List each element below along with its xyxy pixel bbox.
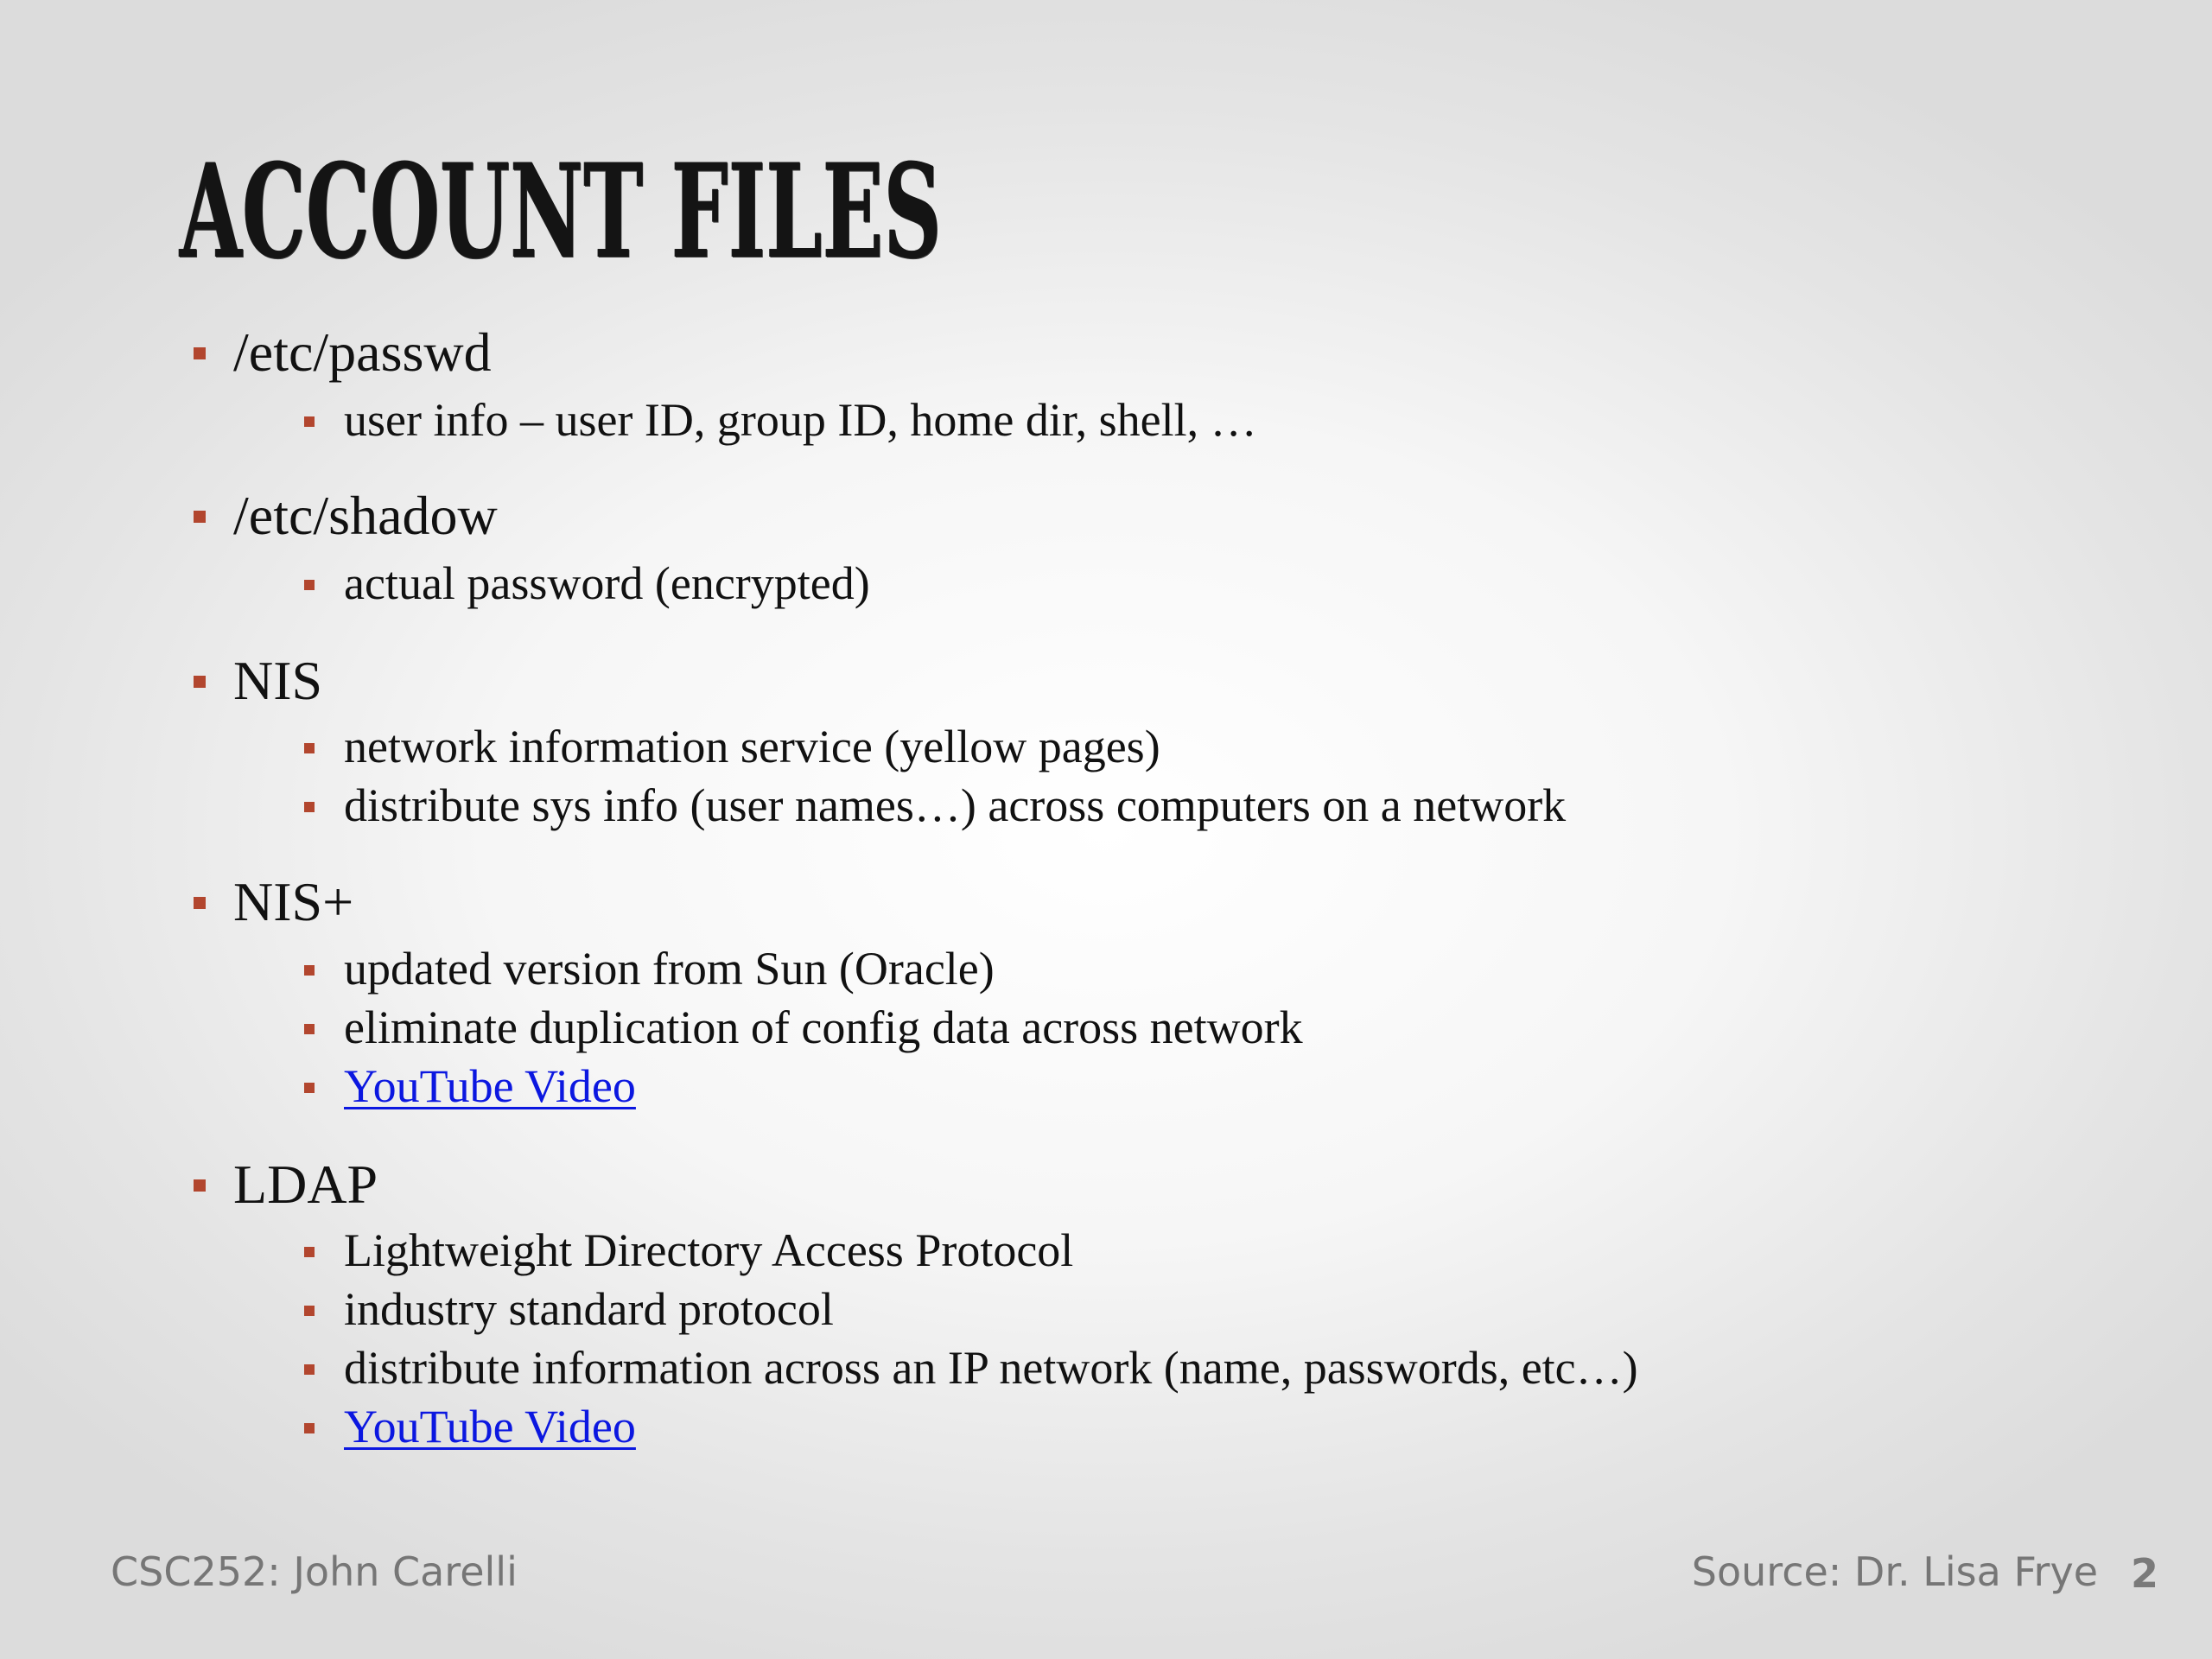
sub-bullet-square-icon (304, 743, 315, 753)
sub-bullet-item (344, 1001, 1303, 1053)
bullet-heading: /etc/shadow (233, 485, 498, 546)
sub-bullet-square-icon (304, 580, 315, 590)
sub-bullet-item (344, 1283, 834, 1335)
footer-source: Source: Dr. Lisa Frye (1691, 1548, 2098, 1595)
sub-bullet-item (344, 1060, 636, 1112)
sub-bullet-item (344, 1403, 636, 1450)
sub-bullet-square-icon (304, 965, 315, 976)
bullet-square-icon (194, 511, 206, 523)
slide-title: ACCOUNT FILES (180, 136, 942, 288)
sub-bullet-text: actual password (encrypted) (344, 557, 870, 609)
bullet-square-icon (194, 1179, 206, 1192)
bullet-heading: NIS (233, 650, 323, 711)
sub-bullet-text: industry standard protocol (344, 1283, 834, 1335)
sub-bullet-square-icon (304, 802, 315, 812)
sub-bullet-item (344, 1342, 1638, 1394)
bullet-item-passwd (233, 321, 492, 383)
bullet-square-icon (194, 897, 206, 909)
sub-bullet-text: eliminate duplication of config data across network (344, 1001, 1303, 1053)
sub-bullet-square-icon (304, 416, 315, 427)
youtube-video-link-ldap[interactable]: YouTube Video (344, 1401, 636, 1452)
sub-bullet-square-icon (304, 1423, 315, 1433)
footer-course-author: CSC252: John Carelli (111, 1548, 518, 1595)
sub-bullet-text: updated version from Sun (Oracle) (344, 943, 995, 995)
bullet-heading: LDAP (233, 1154, 378, 1215)
sub-bullet-square-icon (304, 1024, 315, 1034)
sub-bullet-square-icon (304, 1364, 315, 1375)
sub-bullet-text: user info – user ID, group ID, home dir, shell, … (344, 394, 1257, 446)
sub-bullet-text: distribute information across an IP network (name, passwords, etc…) (344, 1342, 1638, 1394)
sub-bullet-square-icon (304, 1247, 315, 1257)
bullet-square-icon (194, 676, 206, 688)
slide-number: 2 (2130, 1550, 2158, 1597)
sub-bullet-square-icon (304, 1306, 315, 1316)
bullet-square-icon (194, 347, 206, 359)
sub-bullet-item (344, 1224, 1074, 1276)
bullet-heading: /etc/passwd (233, 321, 492, 383)
sub-bullet-item (344, 779, 1567, 831)
sub-bullet-item (344, 394, 1257, 446)
sub-bullet-text: network information service (yellow pages) (344, 721, 1160, 772)
sub-bullet-item (344, 723, 1160, 770)
bullet-item-shadow (233, 485, 498, 546)
bullet-heading: NIS+ (233, 871, 354, 932)
sub-bullet-square-icon (304, 1083, 315, 1093)
bullet-item-ldap (233, 1154, 378, 1215)
bullet-item-nis-plus (233, 871, 354, 932)
sub-bullet-text: distribute sys info (user names…) across computers on a network (344, 779, 1567, 831)
sub-bullet-text: Lightweight Directory Access Protocol (344, 1224, 1074, 1276)
sub-bullet-item (344, 557, 870, 609)
youtube-video-link-nis-plus[interactable]: YouTube Video (344, 1060, 636, 1112)
bullet-item-nis (233, 650, 323, 711)
sub-bullet-item (344, 943, 995, 995)
